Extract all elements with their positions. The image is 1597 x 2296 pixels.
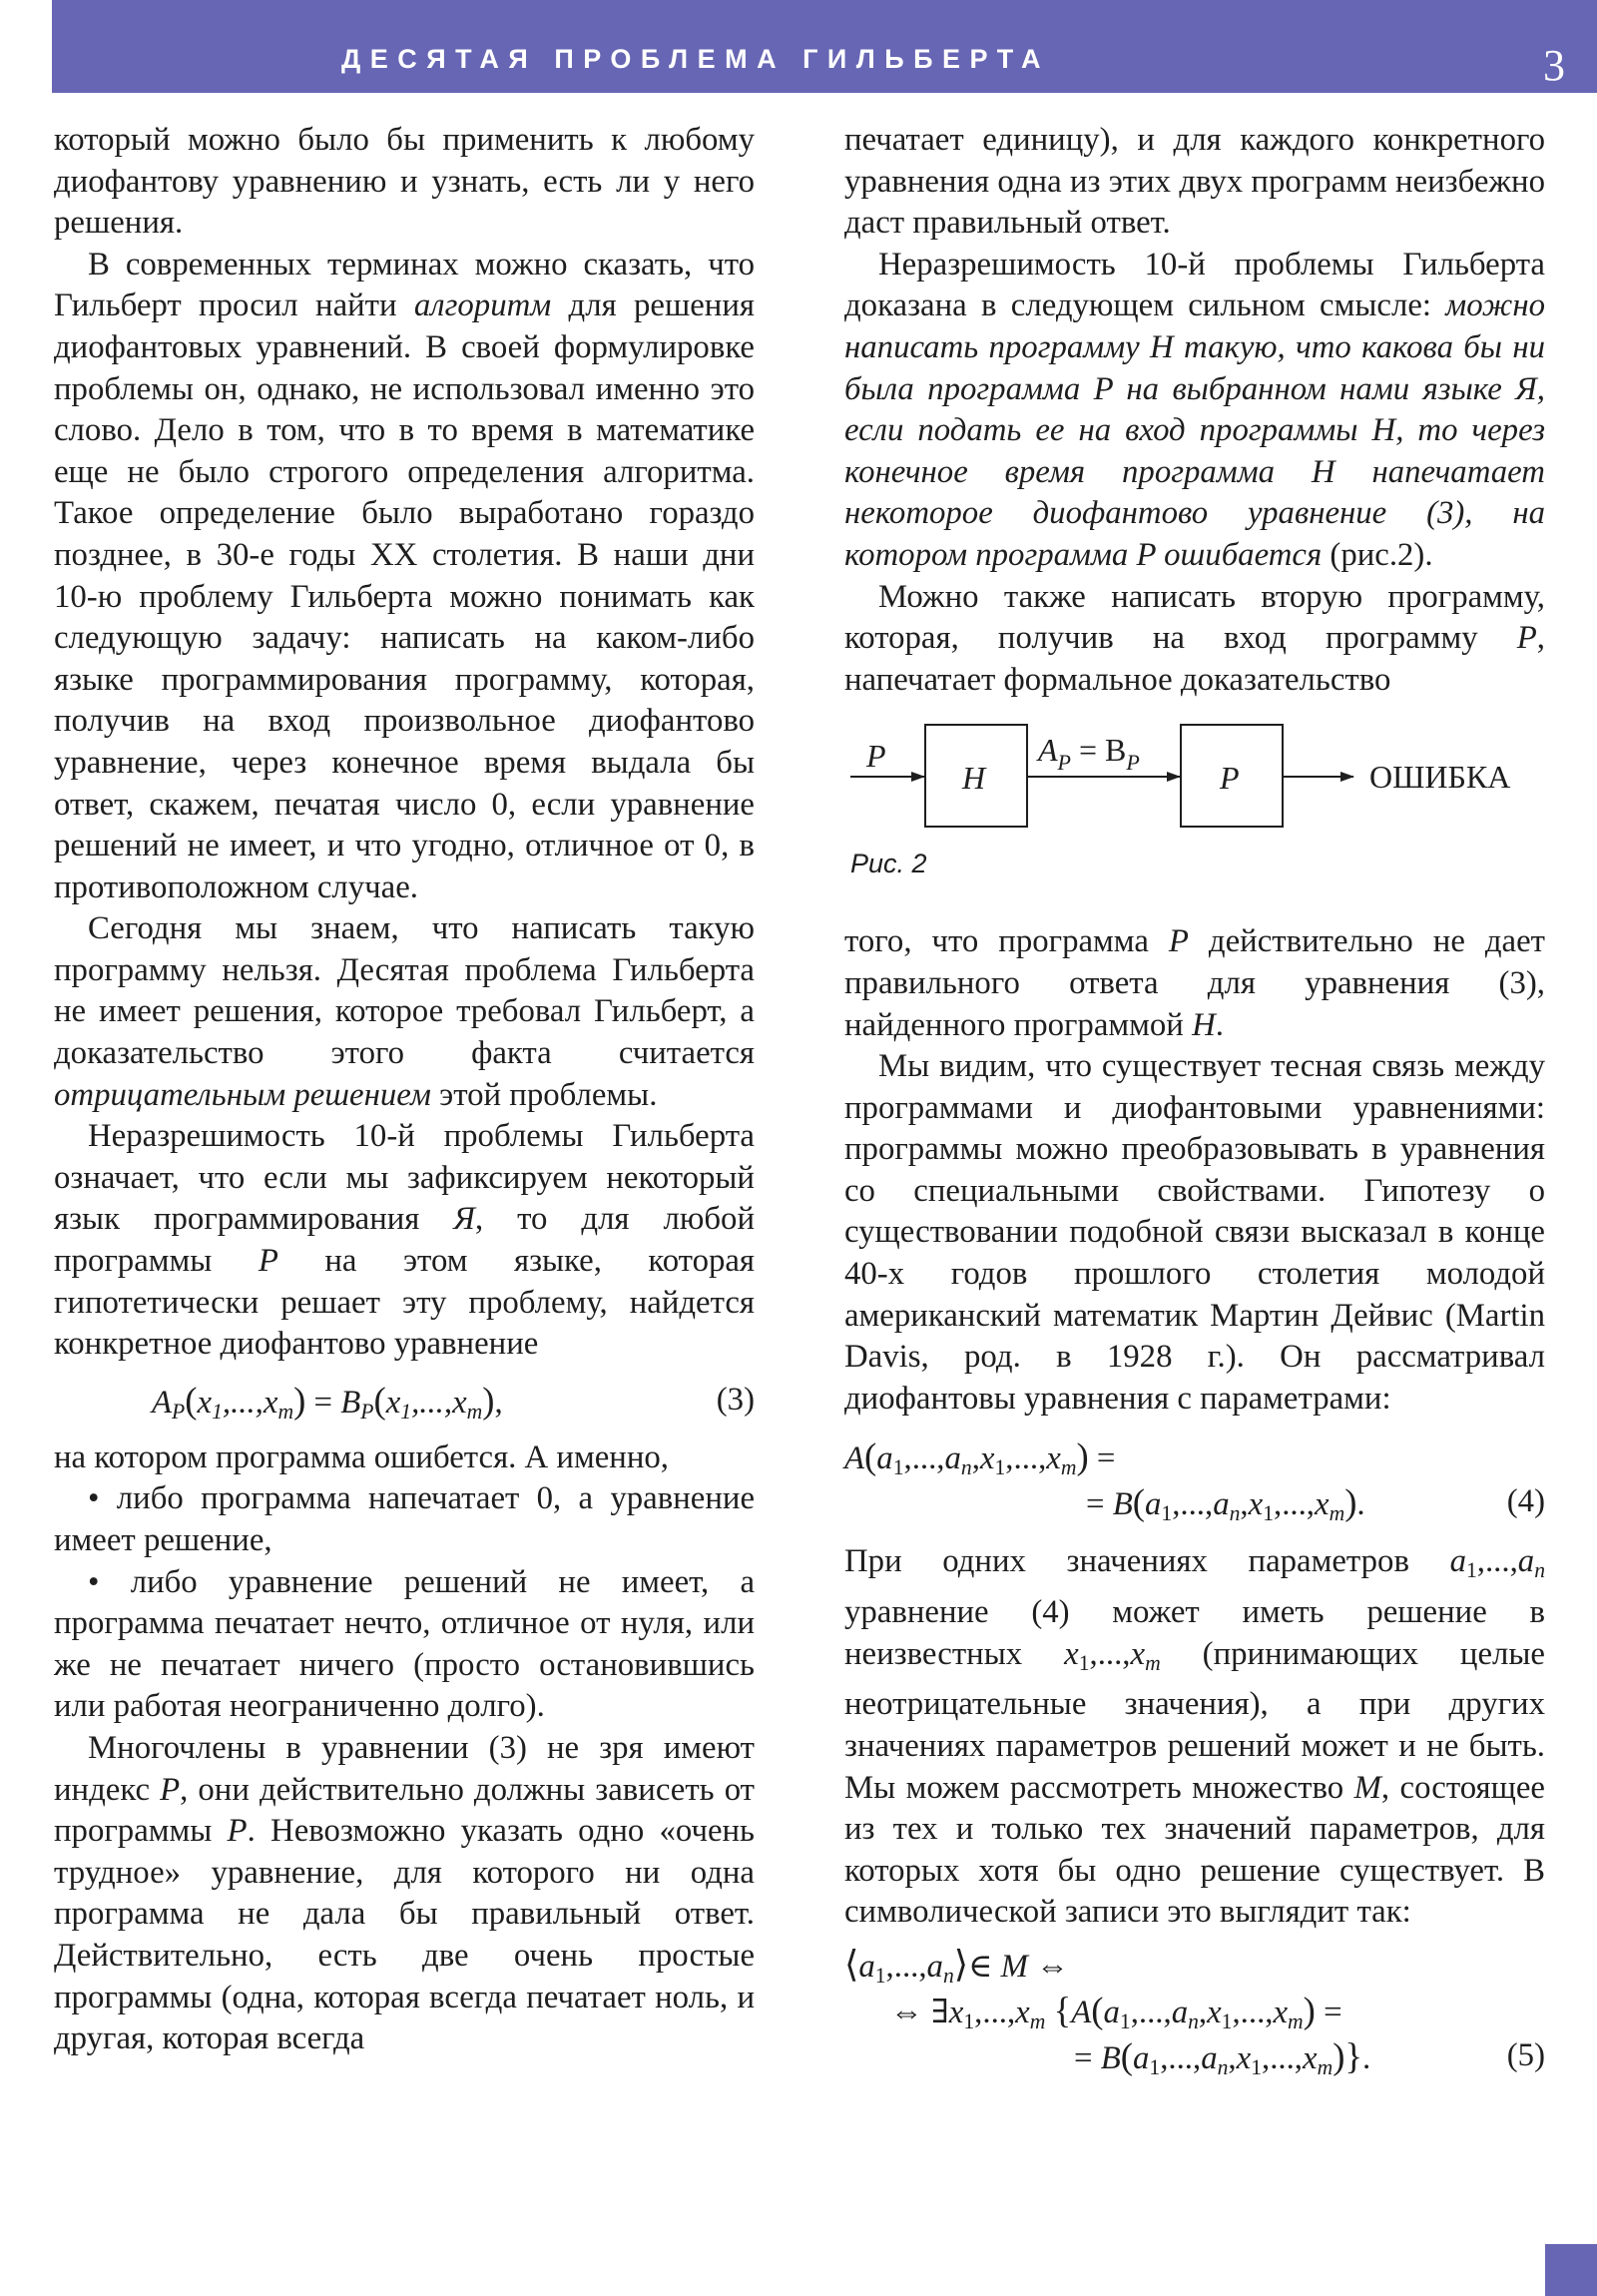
paragraph: Можно также написать вторую программу, которая, получив на вход программу P, напечатает формальное доказательство: [844, 578, 1545, 698]
output-label: ОШИБКА: [1369, 759, 1511, 796]
paragraph: печатает единицу), и для каждого конкретного уравнения одна из этих двух программ неизбежно даст правильный ответ.: [844, 122, 1545, 242]
emphasis: можно написать программу H такую, что какова бы ни была программа P на выбранном нами языке Я, если подать ее на вход программы H, то через конечное время программа H напечатает некоторое диофантово уравнение (3), на котором программа P ошибается: [844, 287, 1545, 573]
paragraph: Мы видим, что существует тесная связь между программами и диофантовыми уравнениями: программы можно преобразовывать в уравнения со специальными свойствами. Гипотезу о существовании подобной связи высказал в конце 40-х годов прошлого столетия молодой американский математик Мартин Дейвис (Martin Davis, род. в 1928 г.). Он рассматривал диофантовы уравнения с параметрами:: [844, 1048, 1545, 1417]
paragraph: В современных терминах можно сказать, что Гильберт просил найти алгоритм для решения диофантовых уравнений. В своей формулировке проблемы он, однако, не использовал именно это слово. Дело в том, что в то время в математике еще не было строгого определения алгоритма. Такое определение было выработано гораздо позднее, в 30-е годы XX столетия. В наши дни 10-ю проблему Гильберта можно понимать как следующую задачу: написать на каком-либо языке программирования программу, которая, получив на вход произвольное диофантово уравнение, через конечное время выдала бы ответ, скажем, печатая число 0, если уравнение решений не имеет, и что угодно, отличное от 0, в противоположном случае.: [54, 246, 755, 905]
equation-4: $A(a1,...,a_n,x1,...,x_m)$ = = $B(a1,...,a_n,x1,...,x_m)$. (4): [844, 1435, 1545, 1526]
emphasis: отрицательным решением: [54, 1076, 431, 1113]
left-column: [54, 120, 755, 2060]
input-label: P: [866, 738, 886, 775]
equation-3: $A_P(x1,...,x_m) = B_P(x1,...,x_m)$, (3): [152, 1379, 755, 1424]
paragraph: Многочлены в уравнении (3) не зря имеют индекс P, они действительно должны зависеть от программы P. Невозможно указать одно «очень трудное» уравнение, для которого ни одна программа не дала бы правильный ответ. Действительно, есть две очень простые программы (одна, которая всегда печатает ноль, и другая, которая всегда: [54, 1729, 756, 2057]
paragraph: того, что программа P действительно не дает правильного ответа для уравнения (3), найденного программой H.: [844, 923, 1545, 1043]
figure-2: [844, 723, 1545, 917]
equation-number: (3): [716, 1381, 755, 1418]
paragraph: Неразрешимость 10-й проблемы Гильберта означает, что если мы зафиксируем некоторый язык программирования Я, то для любой программы P на этом языке, которая гипотетически решает эту проблему, найдется конкретное диофантово уравнение: [54, 1118, 756, 1363]
equation-number: (5): [1506, 2036, 1545, 2073]
corner-decoration: [1545, 2244, 1597, 2296]
running-title: ДЕСЯТАЯ ПРОБЛЕМА ГИЛЬБЕРТА: [340, 44, 1050, 74]
box-p-label: P: [1220, 760, 1240, 797]
box-h-label: H: [962, 760, 986, 797]
list-item: • либо уравнение решений не имеет, а программа печатает нечто, отличное от нуля, или же не печатает ничего (просто остановившись или работая неограниченно долго).: [54, 1563, 755, 1725]
paragraph: Сегодня мы знаем, что написать такую программу нельзя. Десятая проблема Гильберта не имеет решения, которое требовал Гильберт, а доказательство этого факта считается отрицательным решением этой проблемы.: [54, 910, 755, 1113]
right-column: [844, 120, 1545, 2077]
figure-caption: Рис. 2: [850, 849, 927, 879]
paragraph: При одних значениях параметров $a1,...,a_n$ уравнение (4) может иметь решение в неизвестных $x1,...,x_m$ (принимающих целые неотрицательные значения), а при других значениях параметров решений может и не быть. Мы можем рассмотреть множество M, состоящее из тех и только тех значений параметров, для которых хотя бы одно решение существует. В символической записи это выглядит так:: [844, 1543, 1545, 1931]
emphasis: алгоритм: [413, 287, 552, 324]
middle-arrow-label: $A_P = B_P$: [1038, 732, 1140, 776]
flow-diagram: [844, 723, 1545, 917]
page-number: 3: [1543, 41, 1565, 90]
equation-number: (4): [1506, 1483, 1545, 1520]
paragraph: Неразрешимость 10-й проблемы Гильберта доказана в следующем сильном смысле: можно написать программу H такую, что какова бы ни была программа P на выбранном нами языке Я, если подать ее на вход программы H, то через конечное время программа H напечатает некоторое диофантово уравнение (3), на котором программа P ошибается (рис.2).: [844, 246, 1545, 573]
equation-5: $⟨a1,...,a_n⟩\in$ M ⇔ ⇔ $\exists x1,...,x_m$ {$A(a1,...,a_n,x1,...,x_m)$ = = $B(a1,...,a_n,x1,...,x_m)$}. (5): [844, 1943, 1545, 2079]
paragraph: который можно было бы применить к любому диофантову уравнению и узнать, есть ли у него решения.: [54, 122, 755, 242]
paragraph: на котором программа ошибется. А именно,: [54, 1438, 669, 1475]
list-item: • либо программа напечатает 0, а уравнение имеет решение,: [54, 1480, 755, 1558]
page-header: [52, 0, 1597, 93]
